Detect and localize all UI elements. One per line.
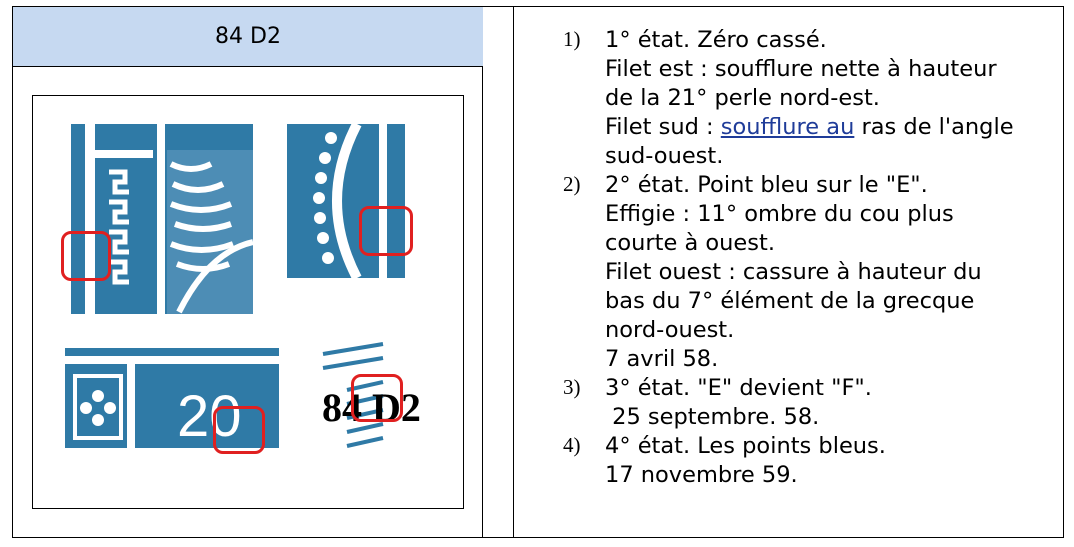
figure-label: 84 D2 xyxy=(322,385,421,430)
highlight-circle xyxy=(359,206,413,256)
note-line xyxy=(605,113,1053,142)
list-item xyxy=(563,374,1053,432)
note-line: bas du 7° élément de la grecque xyxy=(605,288,975,314)
note-line: courte à ouest. xyxy=(605,230,775,256)
note-text: Filet sud : xyxy=(605,114,721,140)
note-line: 2° état. Point bleu sur le "E". xyxy=(605,172,928,198)
list-item xyxy=(563,171,1053,374)
note-text: ras de l'angle xyxy=(854,114,1014,140)
note-line: 17 novembre 59. xyxy=(605,462,798,488)
highlight-circle xyxy=(351,374,403,422)
note-line: 3° état. "E" devient "F". xyxy=(605,375,872,401)
header-cell xyxy=(13,7,483,67)
note-line: 4° état. Les points bleus. xyxy=(605,433,886,459)
note-line: nord-ouest. xyxy=(605,317,735,343)
note-line: de la 21° perle nord-est. xyxy=(605,85,880,111)
note-line: Filet est : soufflure nette à hauteur xyxy=(605,56,997,82)
state-notes-list xyxy=(563,26,1053,490)
note-line: sud-ouest. xyxy=(605,143,724,169)
note-line: 7 avril 58. xyxy=(605,346,719,372)
item-number: 2) xyxy=(563,172,581,196)
note-link[interactable]: soufflure au xyxy=(720,114,855,140)
item-number: 4) xyxy=(563,433,581,457)
column-divider xyxy=(482,6,483,538)
column-divider-2 xyxy=(513,6,514,538)
note-line: Filet ouest : cassure à hauteur du xyxy=(605,259,982,285)
note-line: 25 septembre. 58. xyxy=(605,404,820,430)
stamp-fragment-corner xyxy=(71,124,253,314)
stamp-detail-image xyxy=(32,95,464,509)
note-line: Effigie : 11° ombre du cou plus xyxy=(605,201,954,227)
header-title: 84 D2 xyxy=(215,24,281,49)
list-item xyxy=(563,26,1053,171)
item-number: 1) xyxy=(563,27,581,51)
list-item xyxy=(563,432,1053,490)
highlight-circle xyxy=(61,231,111,281)
svg-text:20: 20 xyxy=(177,384,242,448)
note-line: 1° état. Zéro cassé. xyxy=(605,27,827,53)
item-number: 3) xyxy=(563,375,581,399)
highlight-circle xyxy=(213,406,265,454)
